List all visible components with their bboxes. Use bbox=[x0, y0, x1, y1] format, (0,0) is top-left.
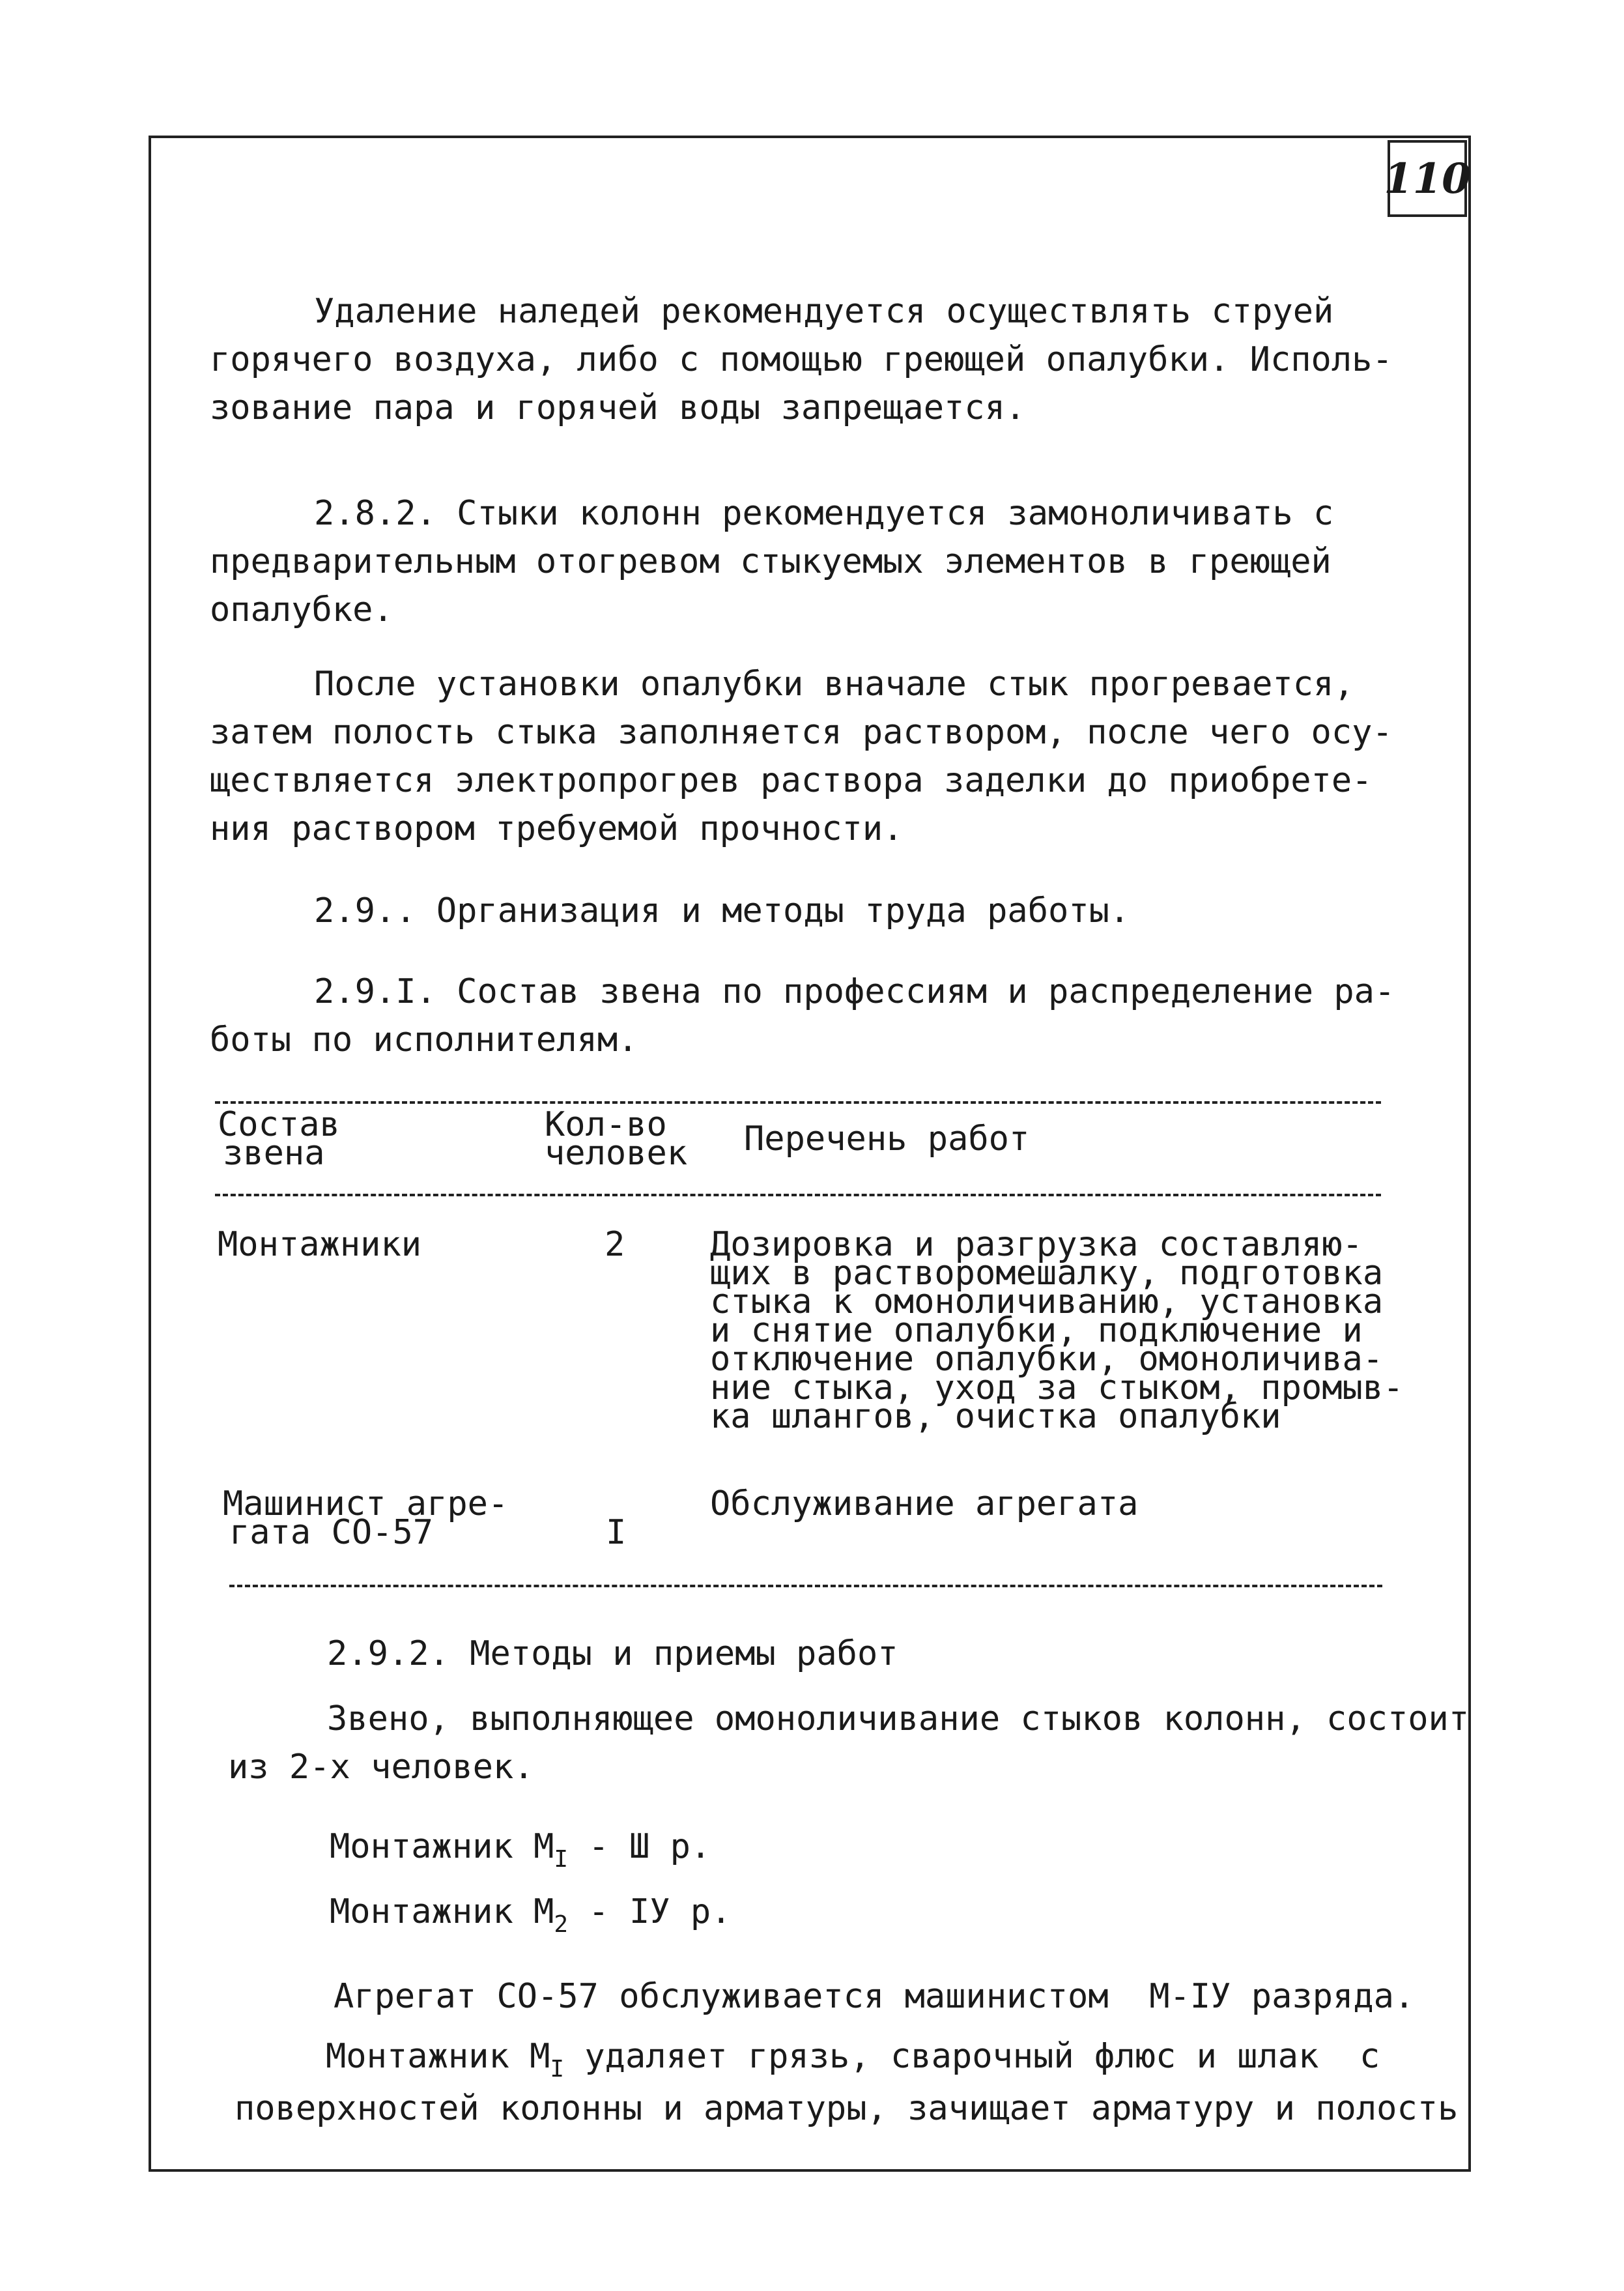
table-row1-work-5: отключение опалубки, омоноличива- bbox=[710, 1340, 1384, 1379]
table-row2-count: I bbox=[606, 1513, 627, 1552]
para-last-line1: Монтажник $М_I$ удаляет грязь, сварочный флюс и шлак с bbox=[326, 2037, 1380, 2082]
table-header-role-2: звена bbox=[223, 1134, 325, 1173]
heading-2-9-2: 2.9.2. Методы и приемы работ bbox=[327, 1634, 898, 1673]
page-number: 110 bbox=[1388, 140, 1467, 217]
table-row2-role-2: гата СО-57 bbox=[229, 1513, 434, 1552]
table-header-rule bbox=[215, 1194, 1381, 1196]
para2-line2: предварительным отогревом стыкуемых элементов в греющей bbox=[210, 542, 1332, 581]
para1-line3: зование пара и горячей воды запрещается. bbox=[210, 388, 1026, 427]
table-row1-work-1: Дозировка и разгрузка составляю- bbox=[710, 1225, 1363, 1264]
para-last-line2: поверхностей колонны и арматуры, зачищает арматуру и полость bbox=[235, 2089, 1459, 2128]
worker-m2: Монтажник $М_2$ - IУ р. bbox=[330, 1892, 732, 1938]
para2-line3: опалубке. bbox=[210, 590, 393, 629]
table-bottom-rule bbox=[229, 1585, 1382, 1587]
table-header-count-2: человек bbox=[545, 1134, 688, 1173]
table-header-count-1: Кол-во bbox=[545, 1105, 667, 1144]
para1-line2: горячего воздуха, либо с помощью греющей опалубки. Исполь- bbox=[210, 340, 1393, 379]
para-291-line2: боты по исполнителям. bbox=[210, 1020, 638, 1059]
para1-line1: Удаление наледей рекомендуется осуществлять струей bbox=[314, 292, 1334, 331]
para-aggregate: Агрегат СО-57 обслуживается машинистом М-IУ разряда. bbox=[334, 1977, 1415, 2016]
para-291-line1: 2.9.I. Состав звена по профессиям и распределение ра- bbox=[314, 972, 1395, 1011]
table-top-rule bbox=[215, 1101, 1381, 1104]
table-row1-work-7: ка шлангов, очистка опалубки bbox=[710, 1397, 1281, 1436]
table-row1-work-3: стыка к омоноличиванию, установка bbox=[710, 1282, 1384, 1321]
table-row1-work-4: и снятие опалубки, подключение и bbox=[710, 1311, 1363, 1350]
para3-line3: ществляется электропрогрев раствора заделки до приобрете- bbox=[210, 761, 1373, 800]
table-row1-count: 2 bbox=[605, 1225, 625, 1264]
table-row2-role-1: Машинист агре- bbox=[223, 1484, 509, 1523]
table-header-work: Перечень работ bbox=[744, 1119, 1030, 1159]
table-row1-work-2: щих в растворомешалку, подготовка bbox=[710, 1254, 1384, 1293]
para-292-line1: Звено, выполняющее омоноличивание стыков колонн, состоит bbox=[327, 1699, 1470, 1738]
table-row1-work-6: ние стыка, уход за стыком, промыв- bbox=[710, 1368, 1404, 1407]
para3-line2: затем полость стыка заполняется раствором, после чего осу- bbox=[210, 713, 1393, 752]
table-row1-role: Монтажники bbox=[218, 1225, 422, 1264]
table-header-role-1: Состав bbox=[218, 1105, 340, 1144]
para3-line1: После установки опалубки вначале стык прогревается, bbox=[314, 665, 1354, 704]
table-row2-work: Обслуживание агрегата bbox=[710, 1484, 1139, 1523]
heading-2-9: 2.9.. Организация и методы труда работы. bbox=[314, 891, 1130, 930]
para-292-line2: из 2-х человек. bbox=[228, 1748, 534, 1787]
worker-m1: Монтажник $М_I$ - Ш р. bbox=[330, 1827, 711, 1873]
para3-line4: ния раствором требуемой прочности. bbox=[210, 809, 904, 848]
para2-line1: 2.8.2. Стыки колонн рекомендуется замоноличивать с bbox=[314, 494, 1334, 533]
